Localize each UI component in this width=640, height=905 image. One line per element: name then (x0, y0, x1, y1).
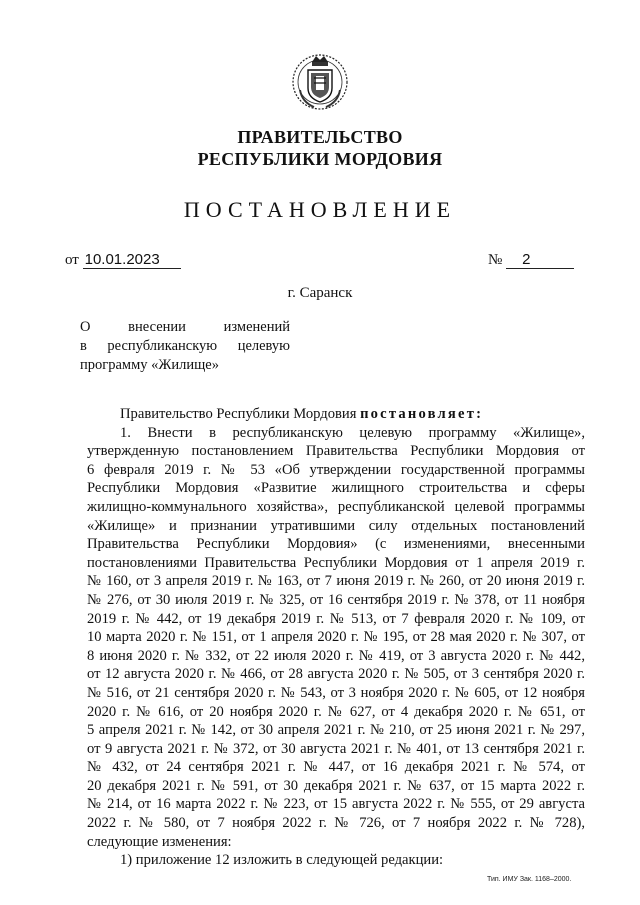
body-line: утвержденную постановлением Правительства Республики Мордовия от (87, 443, 585, 460)
number-prefix: № (488, 252, 503, 268)
subject-line-2: в республиканскую целевую (80, 338, 290, 354)
coat-of-arms-icon (290, 50, 350, 112)
body-line: № 516, от 21 сентября 2020 г. № 543, от 3 ноября 2020 г. № 605, от 12 ноября (87, 684, 585, 701)
org-name-line1: ПРАВИТЕЛЬСТВО (237, 127, 403, 147)
body-line: № 214, от 16 марта 2022 г. № 223, от 15 августа 2022 г. № 555, от 29 августа (87, 796, 585, 813)
body-line: Республики Мордовия «Развитие жилищного строительства и сферы (87, 480, 585, 497)
subject-line-3: программу «Жилище» (80, 357, 219, 373)
document-type-title: ПОСТАНОВЛЕНИЕ (183, 197, 457, 222)
body-line: от 9 августа 2021 г. № 372, от 30 августа 2021 г. № 401, от 13 сентября 2021 г. (87, 740, 585, 757)
org-name-line2: РЕСПУБЛИКИ МОРДОВИЯ (197, 149, 443, 169)
body-line: 2022 г. № 580, от 7 ноября 2022 г. № 726, от 7 ноября 2022 г. № 728), (87, 815, 585, 832)
intro-text: Правительство Республики Мордовия (120, 406, 357, 422)
date-prefix: от (65, 252, 79, 268)
body-last-line: следующие изменения: (87, 833, 232, 850)
subject-line-1: О внесении изменений (80, 319, 290, 335)
body-line: 8 июня 2020 г. № 332, от 22 июля 2020 г. № 419, от 3 августа 2020 г. № 442, (87, 647, 585, 664)
body-line: 5 апреля 2021 г. № 142, от 30 апреля 2021 г. № 210, от 25 июня 2021 г. № 297, (87, 722, 585, 739)
number-value: 2 (506, 251, 574, 269)
body-line: 10 марта 2020 г. № 151, от 1 апреля 2020 г. № 195, от 28 мая 2020 г. № 307, от (87, 629, 585, 646)
date-value: 10.01.2023 (83, 251, 181, 269)
body-line: Правительства Республики Мордовия» (с изменениями, внесенными (87, 536, 585, 553)
item-1: 1) приложение 12 изложить в следующей редакции: (120, 852, 444, 869)
body-line: № 432, от 24 сентября 2021 г. № 447, от 16 декабря 2021 г. № 574, от (87, 759, 585, 776)
body-line: 6 февраля 2019 г. № 53 «Об утверждении государственной программы (87, 461, 585, 478)
body-line: 1. Внести в республиканскую целевую программу «Жилище», (120, 424, 585, 441)
body-line: № 276, от 30 июля 2019 г. № 325, от 16 сентября 2019 г. № 378, от 11 ноября (87, 591, 585, 608)
body-line: 2019 г. № 442, от 19 декабря 2019 г. № 513, от 7 февраля 2020 г. № 109, от (87, 610, 585, 627)
body-line: 2020 г. № 616, от 20 ноября 2020 г. № 627, от 4 декабря 2020 г. № 651, от (87, 703, 585, 720)
body-line: постановлениями Правительства Республики Мордовия от 1 апреля 2019 г. (87, 554, 585, 571)
document-body (87, 405, 585, 870)
body-line: жилищно-коммунального хозяйства», республиканской целевой программы (87, 498, 585, 515)
body-line: № 160, от 3 апреля 2019 г. № 163, от 7 июня 2019 г. № 260, от 20 июня 2019 г. (87, 573, 585, 590)
number-field (488, 251, 574, 269)
subject-block (80, 318, 290, 375)
resolves-word: постановляет: (360, 406, 484, 422)
date-field (65, 251, 181, 269)
print-mark: Тип. ИМУ Зак. 1168–2000. (487, 876, 572, 883)
body-line: «Жилище» и признании утратившими силу отдельных постановлений (87, 517, 585, 534)
city-label: г. Саранск (287, 285, 353, 301)
body-line: 20 декабря 2021 г. № 591, от 30 декабря 2021 г. № 637, от 15 марта 2022 г. (87, 777, 585, 794)
intro-paragraph (87, 405, 585, 424)
body-line: от 12 августа 2020 г. № 466, от 28 августа 2020 г. № 505, от 3 сентября 2020 г. (87, 666, 585, 683)
